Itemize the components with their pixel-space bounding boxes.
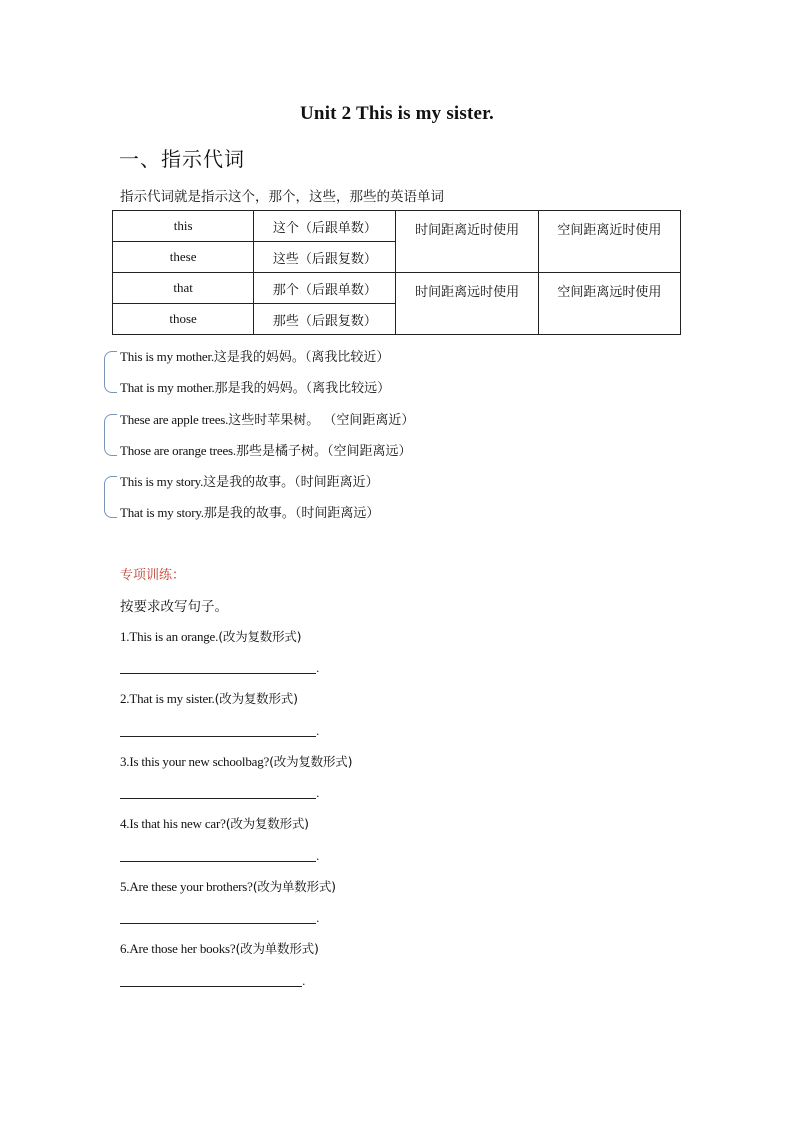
question [120, 752, 352, 770]
page-title: Unit 2 This is my sister. [300, 103, 494, 124]
table-cell-meaning: 这个（后跟单数） [254, 211, 396, 242]
question-text: 3.Is this your new schoolbag? [120, 754, 270, 769]
section-intro: 指示代词就是指示这个，那个，这些，那些的英语单词 [120, 189, 444, 205]
example-chinese: 那些是橘子树。（空间距离远） [235, 444, 412, 459]
answer-line[interactable] [120, 985, 302, 987]
example-chinese: 那是我的故事。（时间距离远） [203, 506, 380, 521]
example-line [120, 409, 414, 428]
example-line [120, 440, 411, 459]
example-line [120, 471, 379, 490]
answer-line[interactable] [120, 672, 316, 674]
answer-period: . [316, 662, 320, 675]
table-cell-meaning: 那个（后跟单数） [254, 273, 396, 304]
table-cell-near-time: 时间距离近时使用 [396, 211, 538, 273]
example-english: This is my mother. [120, 349, 214, 364]
example-chinese: 这是我的故事。（时间距离近） [203, 475, 379, 490]
table-cell-word: that [113, 273, 254, 304]
pronoun-table [112, 210, 681, 335]
example-line [120, 377, 390, 396]
question [120, 939, 319, 957]
answer-period: . [316, 912, 320, 925]
table-cell-meaning: 这些（后跟复数） [254, 242, 396, 273]
question-instruction: (改为单数形式) [252, 879, 336, 894]
answer-period: . [302, 975, 306, 988]
bracket-icon [104, 414, 117, 456]
answer-line[interactable] [120, 922, 316, 924]
practice-heading: 专项训练： [120, 568, 186, 583]
question-text: 2.That is my sister. [120, 691, 215, 706]
answer-period: . [316, 787, 320, 800]
bracket-icon [104, 351, 117, 393]
question-text: 6.Are those her books? [120, 941, 236, 956]
answer-period: . [316, 725, 320, 738]
question-instruction: (改为单数形式) [235, 941, 319, 956]
example-english: That is my mother. [120, 380, 215, 395]
question-instruction: (改为复数形式) [214, 691, 298, 706]
example-english: That is my story. [120, 505, 204, 520]
section-heading: 一、指示代词 [119, 147, 245, 171]
question-instruction: (改为复数形式) [225, 816, 309, 831]
bracket-icon [104, 476, 117, 518]
question-instruction: (改为复数形式) [269, 754, 353, 769]
question [120, 627, 301, 645]
example-english: Those are orange trees. [120, 443, 236, 458]
question [120, 877, 336, 895]
answer-period: . [316, 850, 320, 863]
table-cell-far-space: 空间距离远时使用 [538, 273, 680, 335]
example-chinese: 这些时苹果树。 （空间距离近） [228, 413, 415, 428]
answer-line[interactable] [120, 797, 316, 799]
question-text: 5.Are these your brothers? [120, 879, 253, 894]
example-line [120, 502, 379, 521]
table-cell-meaning: 那些（后跟复数） [254, 304, 396, 335]
table-cell-near-space: 空间距离近时使用 [538, 211, 680, 273]
table-row [113, 273, 681, 304]
example-english: This is my story. [120, 474, 204, 489]
question-text: 1.This is an orange. [120, 629, 219, 644]
table-cell-word: this [113, 211, 254, 242]
practice-instruction: 按要求改写句子。 [120, 599, 228, 615]
example-english: These are apple trees. [120, 412, 229, 427]
table-cell-far-time: 时间距离远时使用 [396, 273, 538, 335]
table-cell-word: these [113, 242, 254, 273]
question [120, 814, 309, 832]
table-cell-word: those [113, 304, 254, 335]
example-line [120, 346, 389, 365]
table-row [113, 211, 681, 242]
question-text: 4.Is that his new car? [120, 816, 226, 831]
answer-line[interactable] [120, 735, 316, 737]
question [120, 689, 298, 707]
example-chinese: 这是我的妈妈。（离我比较近） [213, 350, 390, 365]
question-instruction: (改为复数形式) [218, 629, 302, 644]
example-chinese: 那是我的妈妈。（离我比较远） [214, 381, 391, 396]
answer-line[interactable] [120, 860, 316, 862]
